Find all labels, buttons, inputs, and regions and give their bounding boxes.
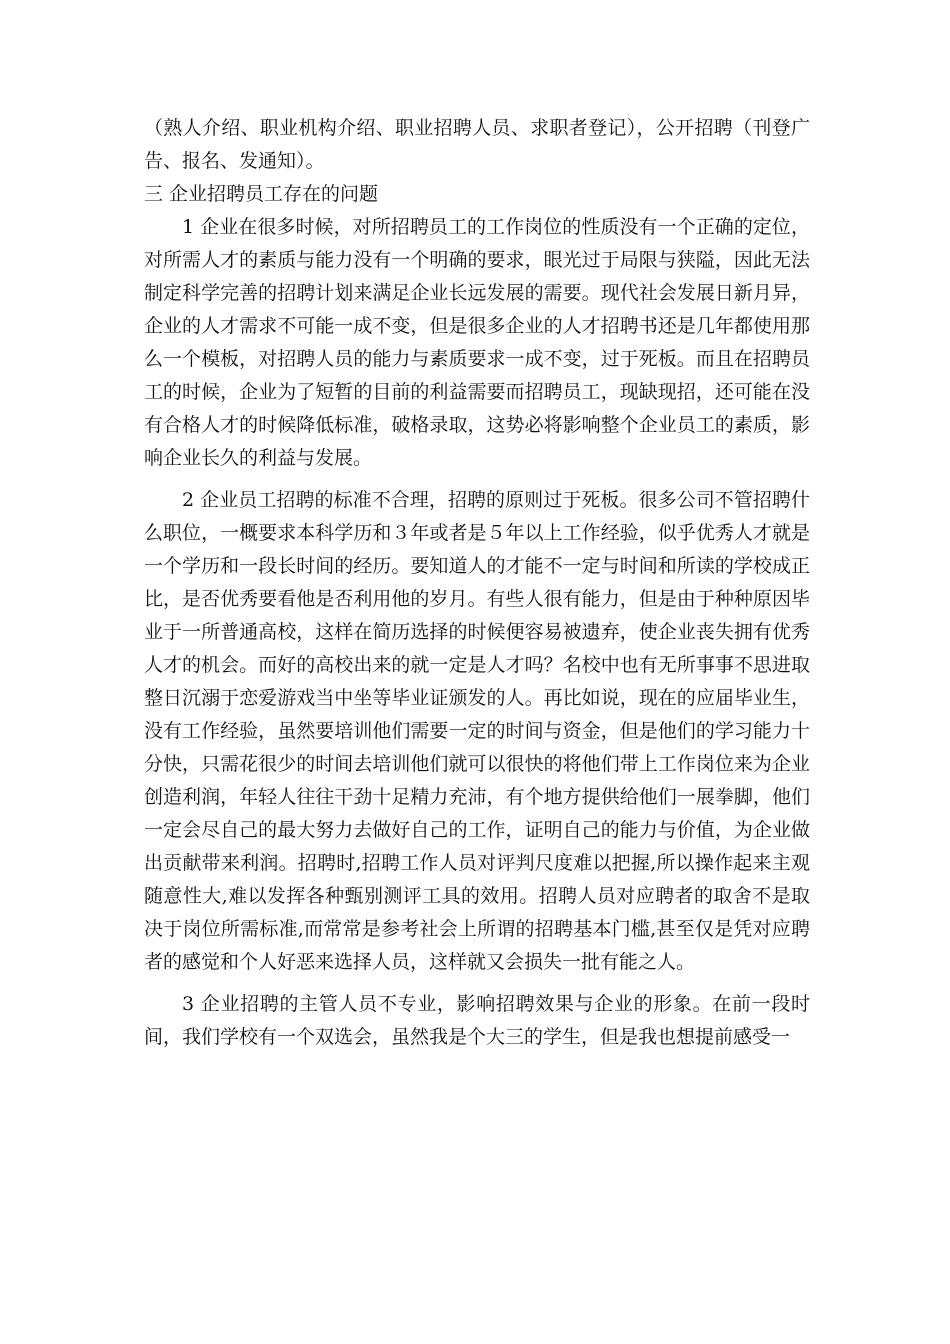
paragraph-point-3: 3 企业招聘的主管人员不专业，影响招聘效果与企业的形象。在前一段时间，我们学校有一个双选会，虽然我是个大三的学生，但是我也想提前感受一 <box>144 993 810 1048</box>
section-heading: 三 企业招聘员工存在的问题 <box>144 183 379 205</box>
document-page <box>144 112 810 1054</box>
paragraph-point-1: 1 企业在很多时候，对所招聘员工的工作岗位的性质没有一个正确的定位，对所需人才的素质与能力没有一个明确的要求，眼光过于局限与狭隘，因此无法制定科学完善的招聘计划来满足企业长远发展的需要。现代社会发展日新月异，企业的人才需求不可能一成不变，但是很多企业的人才招聘书还是几年都使用那么一个模板，对招聘人员的能力与素质要求一成不变，过于死板。而且在招聘员工的时候，企业为了短暂的目前的利益需要而招聘员工，现缺现招，还可能在没有合格人才的时候降低标准，破格录取，这势必将影响整个企业员工的素质，影响企业长久的利益与发展。 <box>144 216 810 469</box>
paragraph-continuation: （熟人介绍、职业机构介绍、职业招聘人员、求职者登记），公开招聘（刊登广告、报名、发通知）。 <box>144 117 810 172</box>
paragraph-point-2: 2 企业员工招聘的标准不合理，招聘的原则过于死板。很多公司不管招聘什么职位，一概要求本科学历和３年或者是５年以上工作经验，似乎优秀人才就是一个学历和一段长时间的经历。要知道人的才能不一定与时间和所读的学校成正比，是否优秀要看他是否利用他的岁月。有些人很有能力，但是由于种种原因毕业于一所普通高校，这样在简历选择的时候便容易被遗弃，使企业丧失拥有优秀人才的机会。而好的高校出来的就一定是人才吗？名校中也有无所事事不思进取整日沉溺于恋爱游戏当中坐等毕业证颁发的人。再比如说，现在的应届毕业生，没有工作经验，虽然要培训他们需要一定的时间与资金，但是他们的学习能力十分快，只需花很少的时间去培训他们就可以很快的将他们带上工作岗位来为企业创造利润，年轻人往往干劲十足精力充沛，有个地方提供给他们一展拳脚，他们一定会尽自己的最大努力去做好自己的工作，证明自己的能力与价值，为企业做出贡献带来利润。招聘时,招聘工作人员对评判尺度难以把握,所以操作起来主观随意性大,难以发挥各种甄别测评工具的效用。招聘人员对应聘者的取舍不是取决于岗位所需标准,而常常是参考社会上所谓的招聘基本门槛,甚至仅是凭对应聘者的感觉和个人好恶来选择人员，这样就又会损失一批有能之人。 <box>144 489 810 973</box>
